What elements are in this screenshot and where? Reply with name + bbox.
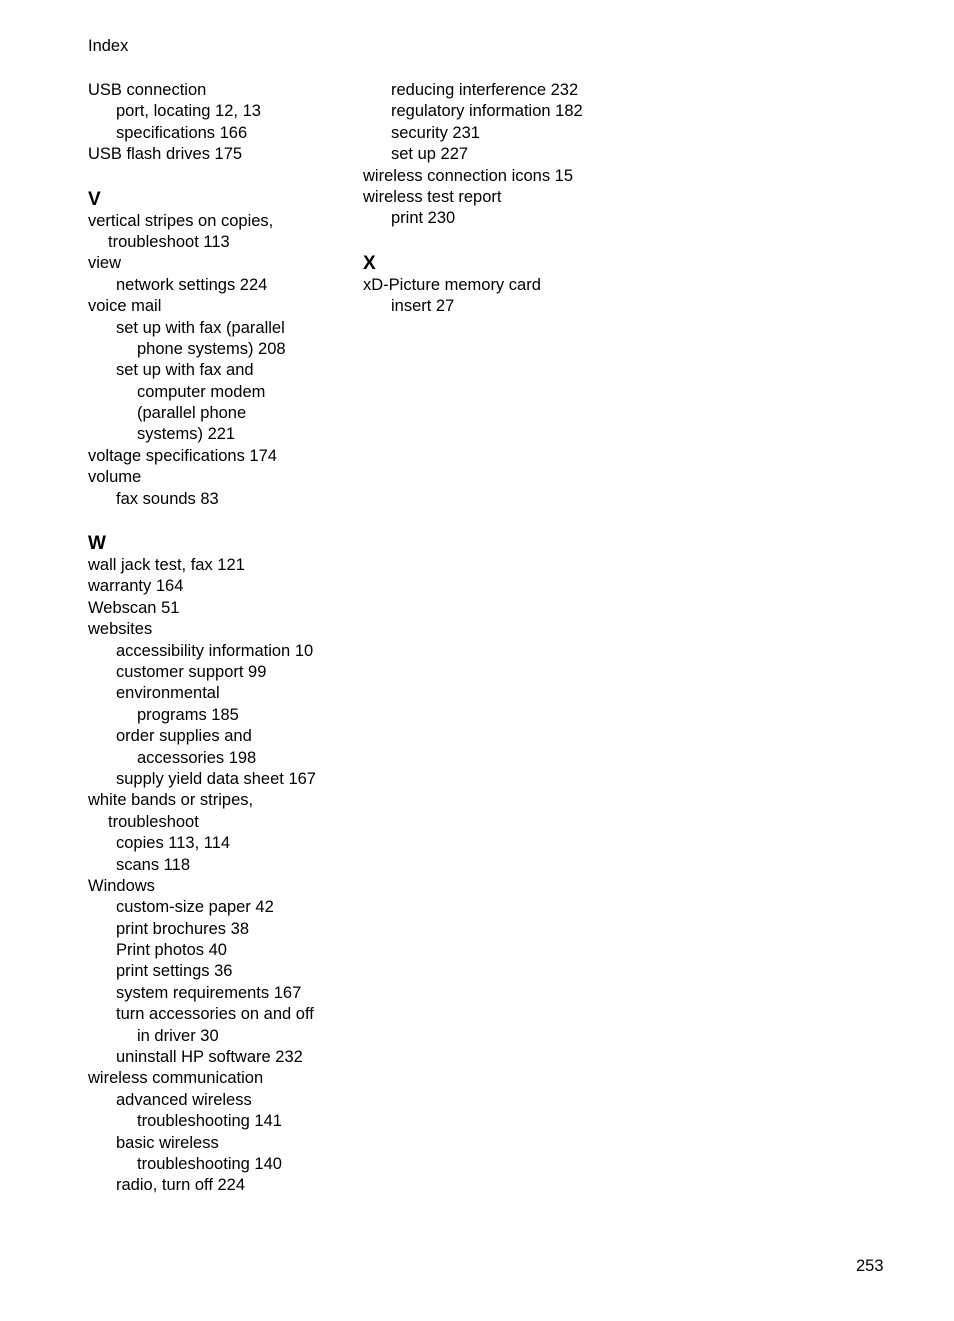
index-subentry: advanced wireless [116, 1090, 252, 1109]
index-subentry: computer modem [137, 382, 266, 401]
index-subentry: phone systems) 208 [137, 339, 286, 358]
index-entry: white bands or stripes, [88, 791, 254, 810]
index-subentry: Print photos 40 [116, 941, 227, 960]
section-gap [363, 230, 583, 253]
index-subentry: uninstall HP software 232 [116, 1048, 303, 1067]
index-entry: USB connection [88, 81, 207, 99]
section-letter-heading: V [88, 188, 101, 210]
index-subentry: environmental [116, 684, 220, 703]
index-entry: xD-Picture memory card [363, 275, 541, 294]
index-subentry: troubleshooting 141 [137, 1112, 282, 1131]
index-column-left [88, 80, 316, 1197]
index-subentry: troubleshooting 140 [137, 1154, 282, 1173]
index-subentry: print brochures 38 [116, 919, 249, 938]
section-gap [88, 510, 316, 533]
index-subentry: supply yield data sheet 167 [116, 769, 316, 788]
index-subentry: print settings 36 [116, 962, 233, 981]
index-entry: wireless test report [363, 187, 502, 206]
index-subentry: specifications 166 [116, 123, 248, 142]
running-header: Index [88, 37, 129, 55]
index-subentry: order supplies and [116, 727, 252, 746]
index-entry: voltage specifications 174 [88, 446, 277, 465]
index-subentry: in driver 30 [137, 1026, 219, 1045]
index-subentry: (parallel phone [137, 404, 247, 423]
index-subentry: reducing interference 232 [391, 81, 579, 99]
index-subentry: turn accessories on and off [116, 1005, 314, 1024]
index-entry: wireless connection icons 15 [363, 166, 574, 185]
index-subentry: system requirements 167 [116, 983, 302, 1002]
index-subentry: set up with fax and [116, 361, 254, 380]
index-entry: voice mail [88, 297, 162, 316]
index-subentry: copies 113, 114 [116, 834, 231, 853]
index-subentry: set up with fax (parallel [116, 318, 285, 337]
index-entry: Windows [88, 876, 155, 895]
index-entry: wireless communication [88, 1069, 264, 1088]
index-subentry: insert 27 [391, 297, 455, 316]
index-entry: troubleshoot [108, 812, 199, 831]
index-subentry: accessibility information 10 [116, 641, 314, 660]
index-subentry: port, locating 12, 13 [116, 102, 261, 121]
index-subentry: security 231 [391, 123, 480, 142]
index-subentry: scans 118 [116, 855, 190, 874]
section-letter-heading: X [363, 252, 376, 274]
index-subentry: fax sounds 83 [116, 489, 219, 508]
index-entry: warranty 164 [88, 577, 184, 596]
section-gap [88, 166, 316, 189]
index-subentry: custom-size paper 42 [116, 898, 274, 917]
index-subentry: regulatory information 182 [391, 102, 583, 121]
page-number: 253 [856, 1257, 884, 1275]
index-entry: USB flash drives 175 [88, 145, 243, 164]
index-subentry: radio, turn off 224 [116, 1176, 246, 1195]
index-subentry: customer support 99 [116, 662, 267, 681]
index-entry: Webscan 51 [88, 598, 180, 617]
index-subentry: programs 185 [137, 705, 239, 724]
index-entry: websites [88, 620, 153, 639]
index-subentry: set up 227 [391, 145, 469, 164]
index-subentry: network settings 224 [116, 275, 268, 294]
index-subentry: print 230 [391, 209, 456, 228]
section-letter-heading: W [88, 533, 106, 555]
index-entry: volume [88, 468, 142, 487]
index-entry: wall jack test, fax 121 [88, 556, 245, 575]
index-subentry: basic wireless [116, 1133, 219, 1152]
index-column-right [363, 80, 583, 318]
index-subentry: accessories 198 [137, 748, 257, 767]
index-entry: view [88, 254, 122, 273]
index-entry: troubleshoot 113 [108, 232, 230, 251]
index-entry: vertical stripes on copies, [88, 211, 274, 230]
index-subentry: systems) 221 [137, 425, 236, 444]
